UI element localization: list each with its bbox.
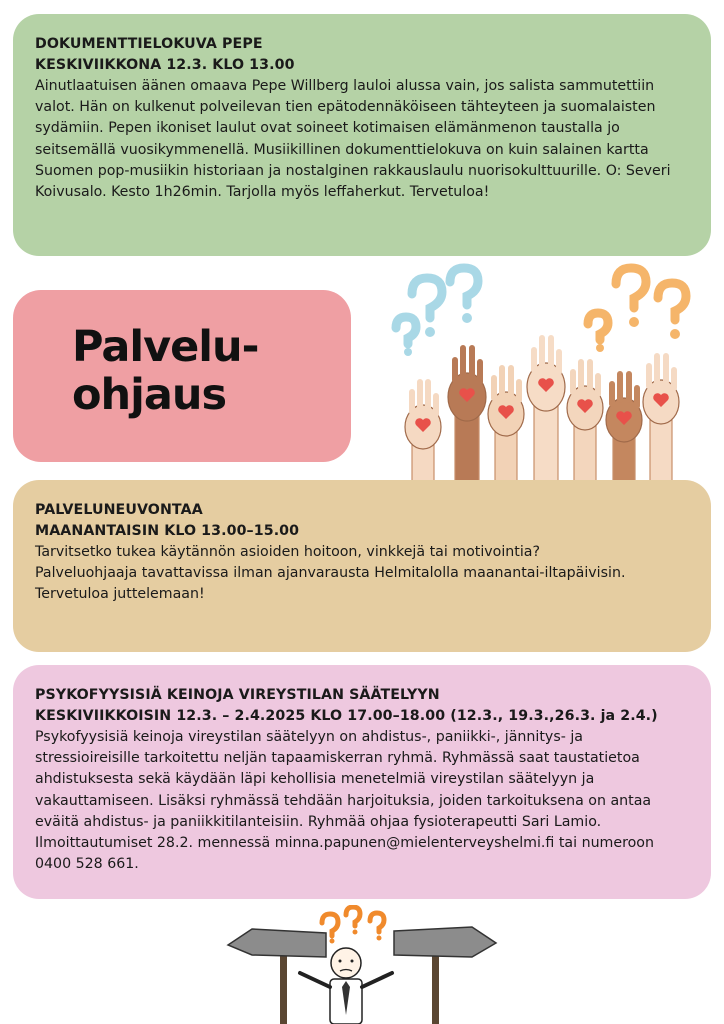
psychophysical-group-card (13, 665, 711, 899)
service-advice-card (13, 480, 711, 652)
advice-title: PALVELUNEUVONTAA (35, 502, 203, 518)
banner-line-1: Palvelu- (72, 322, 259, 372)
raised-hands-with-hearts-icon (382, 262, 712, 482)
psy-description: Psykofyysisiä keinoja vireystilan säätelyyn on ahdistus-, paniikki-, jännitys- ja stressioireisille tarkoitettu neljän tapaamiskerran ryhmä. Ryhmässä saat taustatietoa ahdistuksesta sekä käydään läpi kehollisia menetelmiä vireystilan säätelyyn ja vakauttamiseen. Lisäksi ryhmässä tehdään harjoituksia, joiden tarkoituksena on antaa eväitä ahdistus- ja paniikkitilanteisiin. Ryhmää ohjaa fysioterapeutti Sari Lamio. Ilmoittautumiset 28.2. mennessä minna.papunen@mielenterveyshelmi.fi tai numeroon 0400 528 661. (35, 729, 654, 873)
advice-line-1: Tarvitsetko tukea käytännön asioiden hoitoon, vinkkejä tai motivointia? (35, 544, 541, 560)
advice-schedule: MAANANTAISIN KLO 13.00–15.00 (35, 523, 300, 539)
advice-line-2: Palveluohjaaja tavattavissa ilman ajanvarausta Helmitalolla maanantai-iltapäivisin. (35, 565, 626, 582)
banner-line-2: ohjaus (72, 370, 227, 420)
advice-line-3: Tervetuloa juttelemaan! (35, 586, 205, 603)
psy-schedule: KESKIVIIKKOISIN 12.3. – 2.4.2025 KLO 17.00–18.00 (12.3., 19.3.,26.3. ja 2.4.) (35, 708, 658, 724)
confused-person-signpost-icon (222, 905, 502, 1024)
film-description: Ainutlaatuisen äänen omaava Pepe Willberg lauloi alussa vain, jos salista sammutettiin valot. Hän on kulkenut polveilevan tien epätodennäköiseen tähteyteen ja suomalaisten sydämiin. Pepen ikoniset laulut ovat soineet kotimaisen elämänmenon taustalla jo seitsemällä vuosikymmenellä. Musiikillinen dokumenttielokuva on kuin salainen kartta Suomen pop-musiikin historiaan ja nostalginen rakkauslaulu nuorisokulttuurille. O: Severi Koivusalo. Kesto 1h26min. Tarjolla myös leffaherkut. Tervetuloa! (35, 78, 671, 201)
film-date: KESKIVIIKKONA 12.3. KLO 13.00 (35, 57, 295, 73)
film-title: DOKUMENTTIELOKUVA PEPE (35, 36, 263, 52)
film-event-card (13, 14, 711, 256)
psy-title: PSYKOFYYSISIÄ KEINOJA VIREYSTILAN SÄÄTELYYN (35, 687, 440, 703)
service-guidance-banner (13, 290, 351, 462)
